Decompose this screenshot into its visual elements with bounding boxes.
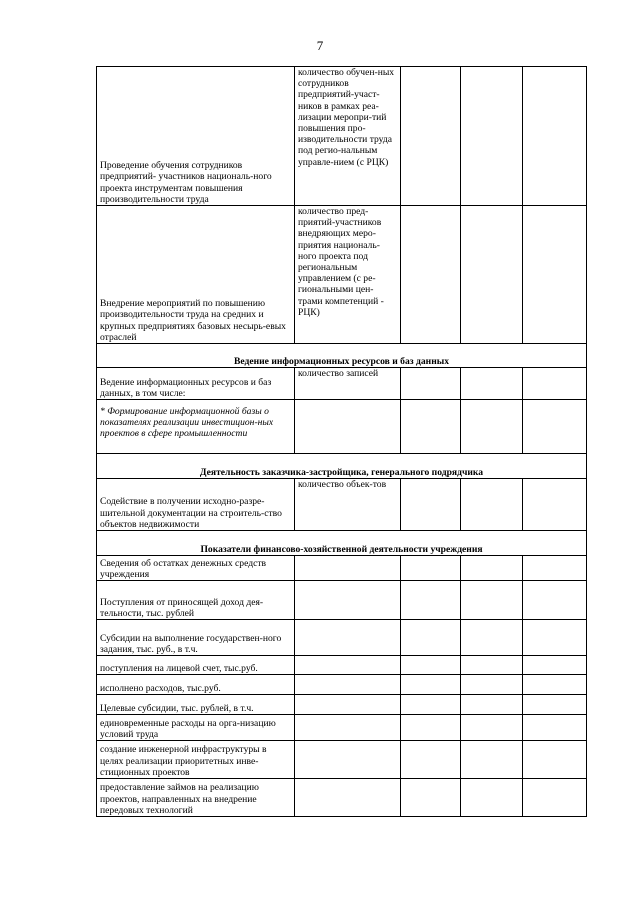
value-cell <box>401 779 461 817</box>
indicator-cell: количество записей <box>295 368 401 400</box>
indicator-cell: количество объек-тов <box>295 479 401 531</box>
table-row <box>97 581 587 620</box>
value-cell <box>401 556 461 581</box>
section-header-row <box>97 454 587 479</box>
value-cell <box>461 741 523 779</box>
finance-item-cell: Поступления от приносящей доход дея-тельности, тыс. рублей <box>97 581 295 620</box>
table-row <box>97 675 587 695</box>
value-cell <box>401 479 461 531</box>
value-cell <box>461 67 523 206</box>
report-table <box>96 66 587 817</box>
value-cell <box>461 675 523 695</box>
value-cell <box>523 741 587 779</box>
section-title: Показатели финансово-хозяйственной деятельности учреждения <box>97 531 587 556</box>
section-header-row <box>97 344 587 368</box>
activity-cell: Содействие в получении исходно-разре-шительной документации на строитель-ство объектов недвижимости <box>97 479 295 531</box>
table-row <box>97 779 587 817</box>
finance-item-cell: создание инженерной инфраструктуры в целях реализации приоритетных инве-стиционных проектов <box>97 741 295 779</box>
section-header-row <box>97 531 587 556</box>
indicator-cell <box>295 656 401 675</box>
value-cell <box>401 695 461 715</box>
value-cell <box>461 479 523 531</box>
value-cell <box>523 620 587 656</box>
indicator-cell: количество обучен-ных сотрудников предприятий-участ-ников в рамках реа-лизации меропри-тий повышения про-изводительности труда под регио-нальным управле-нием (с РЦК) <box>295 67 401 206</box>
value-cell <box>461 656 523 675</box>
table-row <box>97 67 587 206</box>
value-cell <box>401 67 461 206</box>
indicator-cell: количество пред-приятий-участников внедряющих меро-приятия националь-ного проекта под региональным управлением (с ре-гиональными цен-трами компетенций - РЦК) <box>295 206 401 344</box>
indicator-cell <box>295 556 401 581</box>
finance-item-cell: Целевые субсидии, тыс. рублей, в т.ч. <box>97 695 295 715</box>
value-cell <box>523 206 587 344</box>
finance-item-cell: Субсидии на выполнение государствен-ного задания, тыс. руб., в т.ч. <box>97 620 295 656</box>
table-row <box>97 206 587 344</box>
value-cell <box>401 206 461 344</box>
value-cell <box>401 581 461 620</box>
value-cell <box>523 556 587 581</box>
value-cell <box>461 368 523 400</box>
table-row <box>97 620 587 656</box>
table-row <box>97 695 587 715</box>
page-number: 7 <box>316 38 324 53</box>
section-title: Ведение информационных ресурсов и баз данных <box>97 344 587 368</box>
sub-activity-text: * Формирование информационной базы о показателях реализации инвестицион-ных проектов в сфере промышленности <box>100 406 274 440</box>
finance-item-cell: поступления на лицевой счет, тыс.руб. <box>97 656 295 675</box>
indicator-cell <box>295 695 401 715</box>
value-cell <box>523 400 587 454</box>
indicator-cell <box>295 581 401 620</box>
table-row <box>97 368 587 400</box>
value-cell <box>461 581 523 620</box>
activity-cell: Проведение обучения сотрудников предприятий- участников националь-ного проекта инструментам повышения производительности труда <box>97 67 295 206</box>
activity-cell: Внедрение мероприятий по повышению производительности труда на средних и крупных предприятиях базовых несырь-евых отраслей <box>97 206 295 344</box>
value-cell <box>523 675 587 695</box>
value-cell <box>401 400 461 454</box>
finance-item-cell: исполнено расходов, тыс.руб. <box>97 675 295 695</box>
value-cell <box>523 581 587 620</box>
value-cell <box>523 715 587 741</box>
value-cell <box>461 779 523 817</box>
value-cell <box>401 675 461 695</box>
value-cell <box>461 206 523 344</box>
value-cell <box>461 556 523 581</box>
value-cell <box>461 620 523 656</box>
value-cell <box>461 695 523 715</box>
value-cell <box>523 67 587 206</box>
indicator-cell <box>295 741 401 779</box>
section-title: Деятельность заказчика-застройщика, генерального подрядчика <box>97 454 587 479</box>
finance-item-cell: единовременные расходы на орга-низацию условий труда <box>97 715 295 741</box>
value-cell <box>401 368 461 400</box>
table-row <box>97 400 587 454</box>
value-cell <box>523 368 587 400</box>
value-cell <box>461 715 523 741</box>
value-cell <box>523 656 587 675</box>
activity-cell: Ведение информационных ресурсов и баз данных, в том числе: <box>97 368 295 400</box>
table-row <box>97 715 587 741</box>
value-cell <box>461 400 523 454</box>
table-row <box>97 556 587 581</box>
finance-item-cell: предоставление займов на реализацию проектов, направленных на внедрение передовых технологий <box>97 779 295 817</box>
finance-item-cell: Сведения об остатках денежных средств учреждения <box>97 556 295 581</box>
sub-activity-cell <box>97 400 295 454</box>
indicator-cell <box>295 675 401 695</box>
indicator-cell <box>295 400 401 454</box>
table-row <box>97 741 587 779</box>
value-cell <box>401 656 461 675</box>
value-cell <box>401 741 461 779</box>
value-cell <box>401 715 461 741</box>
value-cell <box>401 620 461 656</box>
table-row <box>97 479 587 531</box>
indicator-cell <box>295 620 401 656</box>
table-row <box>97 656 587 675</box>
indicator-cell <box>295 779 401 817</box>
value-cell <box>523 695 587 715</box>
value-cell <box>523 779 587 817</box>
value-cell <box>523 479 587 531</box>
indicator-cell <box>295 715 401 741</box>
